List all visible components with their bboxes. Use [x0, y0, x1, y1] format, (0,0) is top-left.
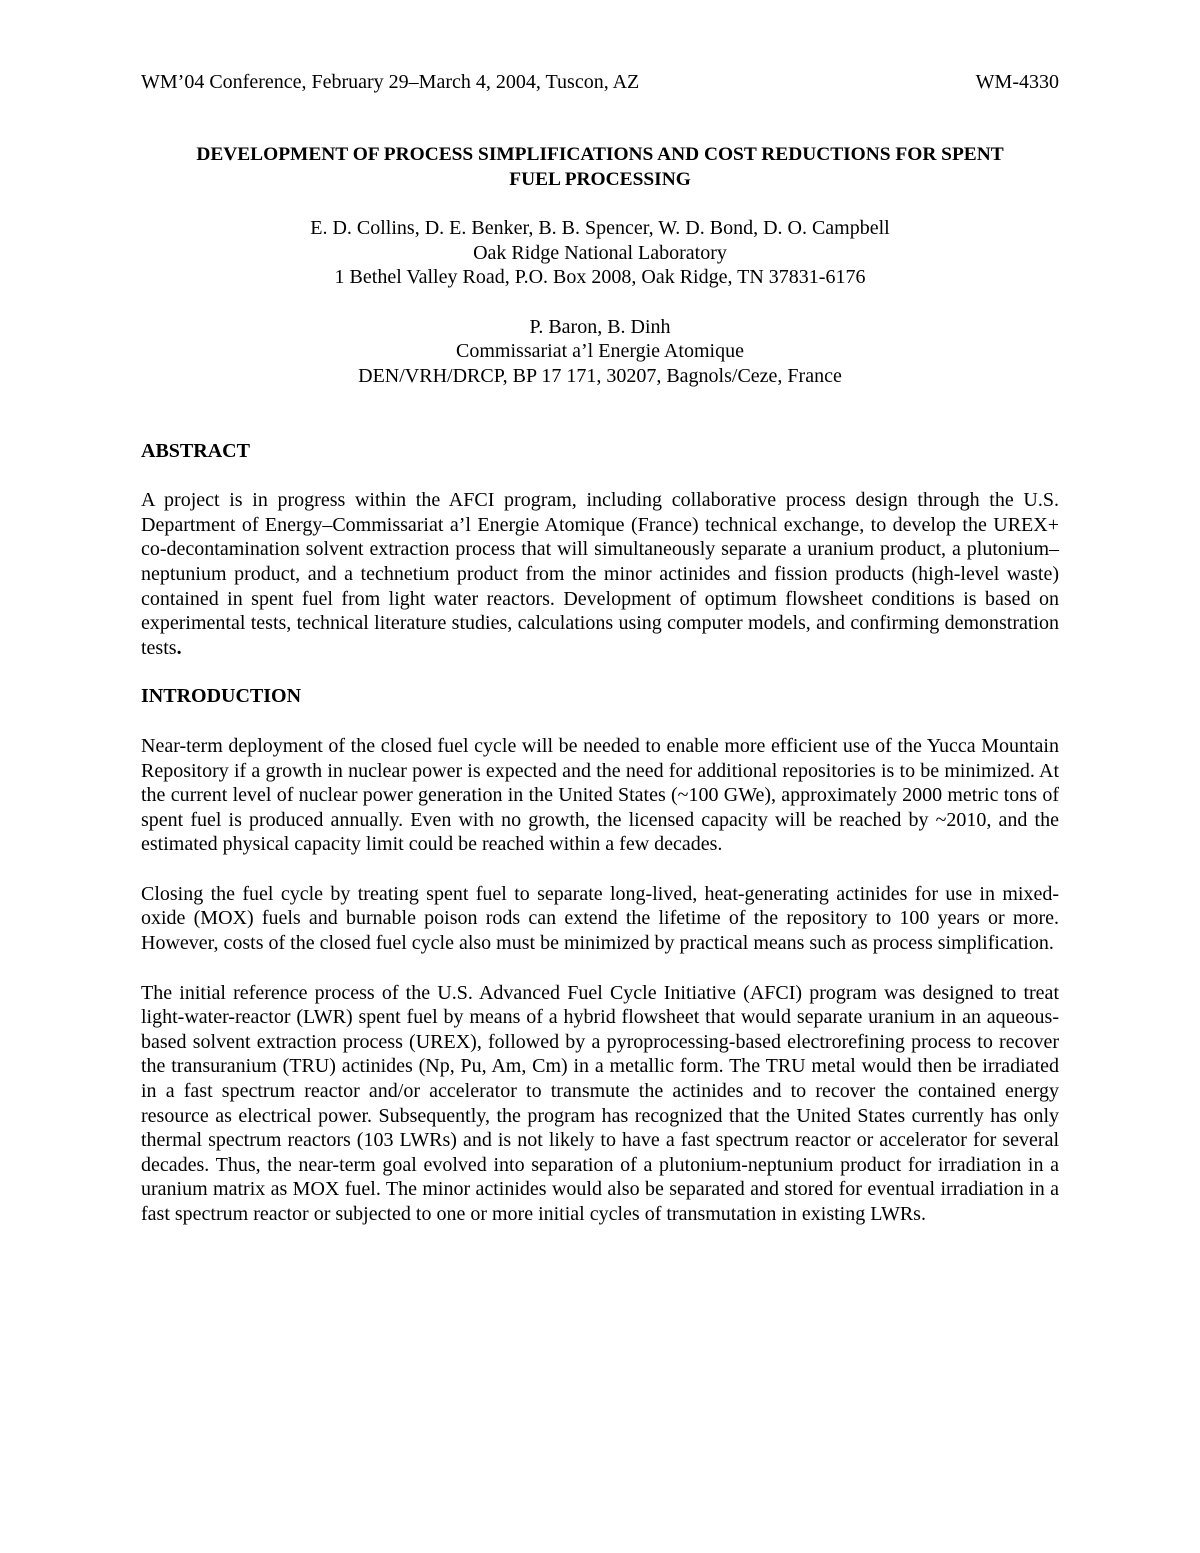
introduction-heading: INTRODUCTION [141, 685, 302, 708]
abstract-final-period: . [176, 636, 182, 659]
intro-paragraph-1: Near-term deployment of the closed fuel cycle will be needed to enable more efficient use of the Yucca Mountain Repository if a growth in nuclear power is expected and the need for additional repositories is to be minimized. At the current level of nuclear power generation in the United States (~100 GWe), approximately 2000 metric tons of spent fuel is produced annually. Even with no growth, the licensed capacity will be reached by ~2010, and the estimated physical capacity limit could be reached within a few decades. [141, 734, 1059, 856]
abstract-text: A project is in progress within the AFCI program, including collaborative process design through the U.S. Department of Energy–Commissariat a’l Energie Atomique (France) technical exchange, to develop the UREX+ co-decontamination solvent extraction process that will simultaneously separate a uranium product, a plutonium–neptunium product, and a technetium product from the minor actinides and fission products (high-level waste) contained in spent fuel from light water reactors. Development of optimum flowsheet conditions is based on experimental tests, technical literature studies, calculations using computer models, and confirming demonstration tests [141, 489, 1059, 659]
title-line-2: FUEL PROCESSING [509, 169, 691, 190]
author-names: P. Baron, B. Dinh [529, 315, 671, 338]
paper-id: WM-4330 [975, 71, 1059, 93]
abstract-heading: ABSTRACT [141, 439, 250, 462]
author-block-cea [141, 315, 1059, 389]
intro-paragraph-2: Closing the fuel cycle by treating spent fuel to separate long-lived, heat-generating actinides for use in mixed-oxide (MOX) fuels and burnable poison rods can extend the lifetime of the repository to 100 years or more. However, costs of the closed fuel cycle also must be minimized by practical means such as process simplification. [141, 882, 1059, 955]
author-address: DEN/VRH/DRCP, BP 17 171, 30207, Bagnols/Ceze, France [358, 364, 842, 387]
running-header [141, 70, 1059, 96]
author-institution: Oak Ridge National Laboratory [473, 241, 727, 264]
intro-paragraph-3: The initial reference process of the U.S. Advanced Fuel Cycle Initiative (AFCI) program was designed to treat light-water-reactor (LWR) spent fuel by means of a hybrid flowsheet that would separate uranium in an aqueous-based solvent extraction process (UREX), followed by a pyroprocessing-based electrorefining process to recover the transuranium (TRU) actinides (Np, Pu, Am, Cm) in a metallic form. The TRU metal would then be irradiated in a fast spectrum reactor and/or accelerator to transmute the actinides and to recover the contained energy resource as electrical power. Subsequently, the program has recognized that the United States currently has only thermal spectrum reactors (103 LWRs) and is not likely to have a fast spectrum reactor or accelerator for several decades. Thus, the near-term goal evolved into separation of a plutonium-neptunium product for irradiation in a uranium matrix as MOX fuel. The minor actinides would also be separated and stored for eventual irradiation in a fast spectrum reactor or subjected to one or more initial cycles of transmutation in existing LWRs. [141, 981, 1059, 1225]
author-block-ornl [141, 216, 1059, 290]
abstract-paragraph [141, 488, 1059, 660]
paper-title [141, 142, 1059, 192]
author-names: E. D. Collins, D. E. Benker, B. B. Spencer, W. D. Bond, D. O. Campbell [310, 217, 890, 239]
conference-info: WM’04 Conference, February 29–March 4, 2004, Tuscon, AZ [141, 71, 640, 93]
author-institution: Commissariat a’l Energie Atomique [456, 340, 744, 363]
title-line-1: DEVELOPMENT OF PROCESS SIMPLIFICATIONS AND COST REDUCTIONS FOR SPENT [196, 144, 1004, 165]
author-address: 1 Bethel Valley Road, P.O. Box 2008, Oak Ridge, TN 37831-6176 [334, 266, 866, 289]
document-page [141, 70, 1059, 1227]
